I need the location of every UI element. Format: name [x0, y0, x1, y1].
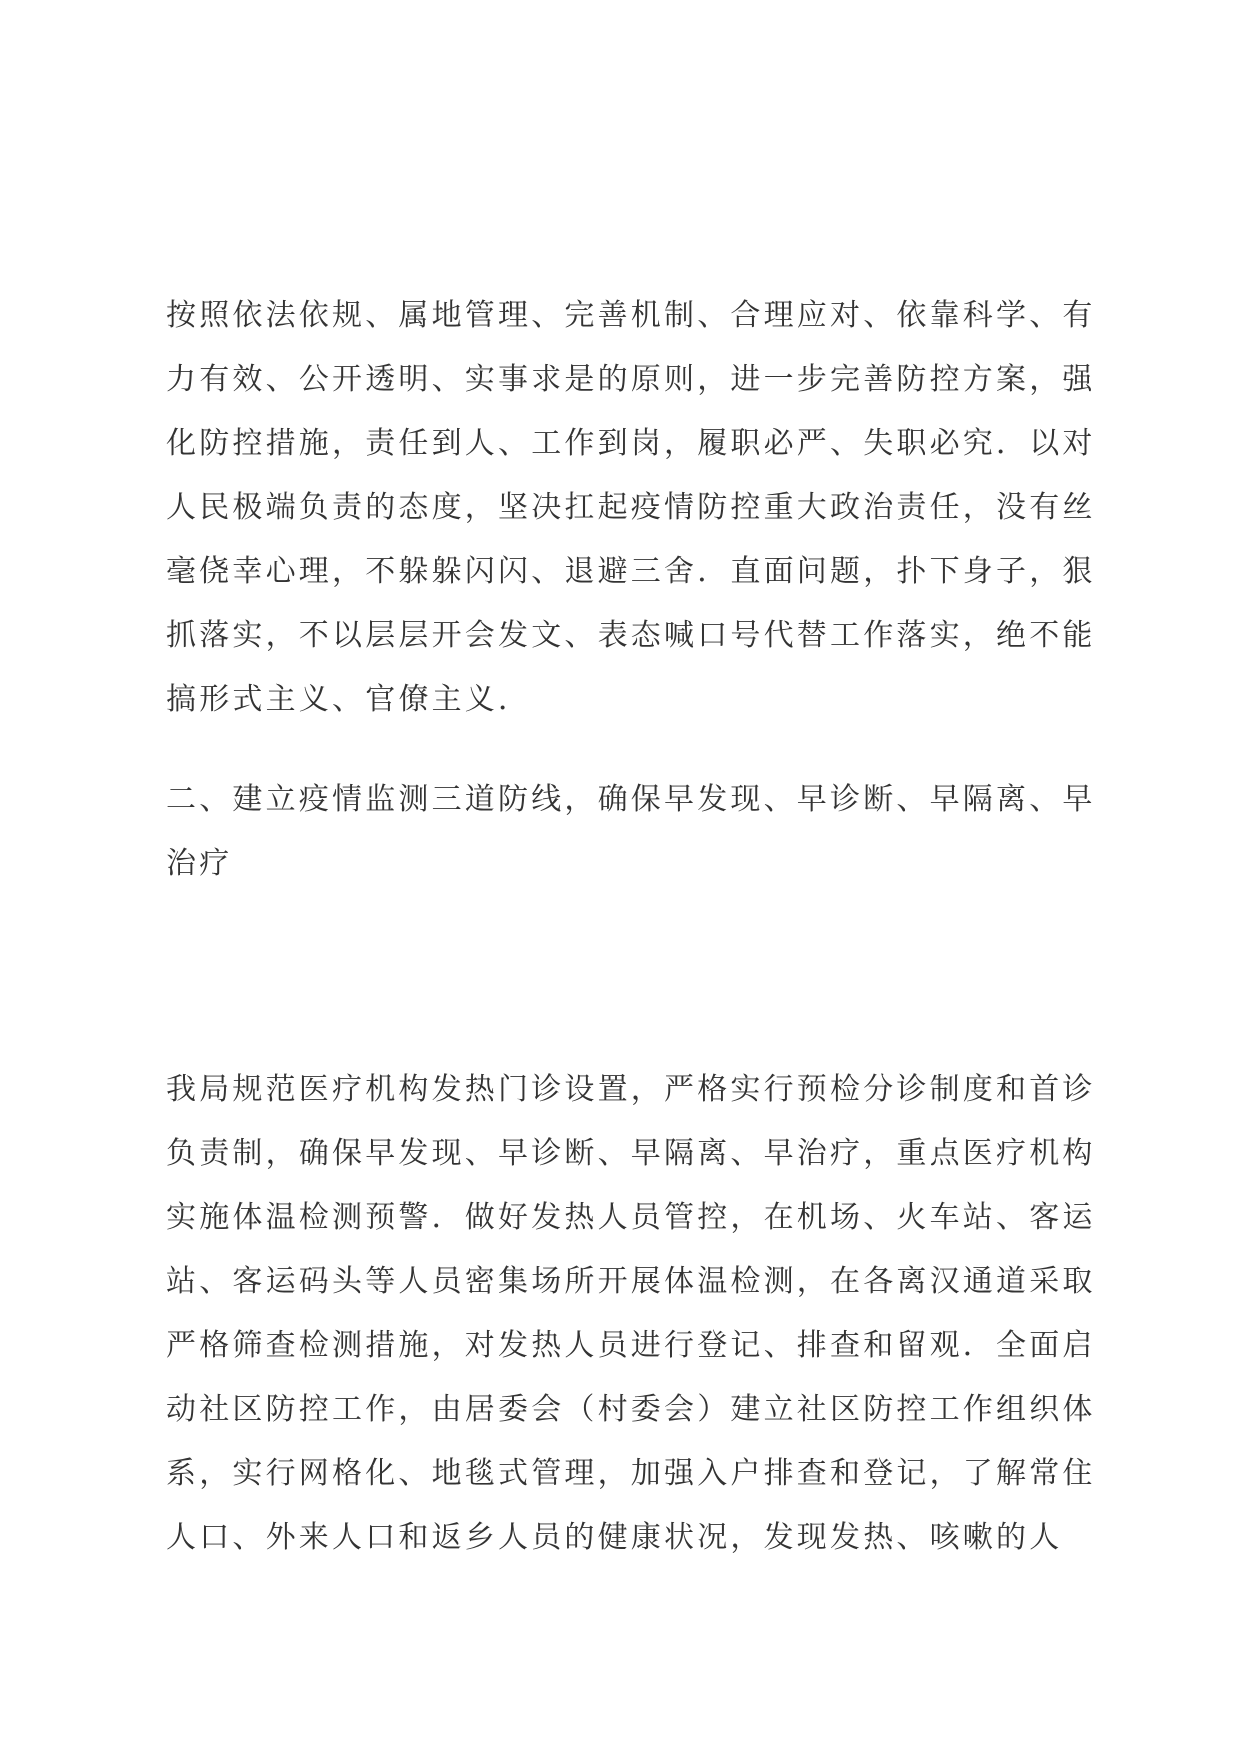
text-line: 搞形式主义、官僚主义． [166, 682, 532, 717]
text-line: 我局规范医疗机构发热门诊设置，严格实行预检分诊制度和首诊 [166, 1072, 1096, 1107]
text-line: 化防控措施，责任到人、工作到岗，履职必严、失职必究．以对 [166, 426, 1096, 461]
heading-line: 二、建立疫情监测三道防线，确保早发现、早诊断、早隔离、早 [166, 782, 1096, 817]
text-line: 抓落实，不以层层开会发文、表态喊口号代替工作落实，绝不能 [166, 618, 1096, 653]
heading-line: 治疗 [166, 846, 233, 881]
text-line: 力有效、公开透明、实事求是的原则，进一步完善防控方案，强 [166, 362, 1096, 397]
text-line: 实施体温检测预警．做好发热人员管控，在机场、火车站、客运 [166, 1200, 1096, 1235]
text-line: 按照依法依规、属地管理、完善机制、合理应对、依靠科学、有 [166, 298, 1096, 333]
paragraph-principles [166, 284, 1096, 732]
text-line: 站、客运码头等人员密集场所开展体温检测，在各离汉通道采取 [166, 1264, 1096, 1299]
text-line: 动社区防控工作，由居委会（村委会）建立社区防控工作组织体 [166, 1392, 1096, 1427]
text-line: 严格筛查检测措施，对发热人员进行登记、排查和留观．全面启 [166, 1328, 1096, 1363]
text-line: 系，实行网格化、地毯式管理，加强入户排查和登记，了解常住 [166, 1456, 1096, 1491]
text-line: 人民极端负责的态度，坚决扛起疫情防控重大政治责任，没有丝 [166, 490, 1096, 525]
text-line: 负责制，确保早发现、早诊断、早隔离、早治疗，重点医疗机构 [166, 1136, 1096, 1171]
section-heading-two [166, 768, 1096, 896]
text-line: 人口、外来人口和返乡人员的健康状况，发现发热、咳嗽的人 [166, 1520, 1063, 1555]
paragraph-monitoring [166, 1058, 1096, 1570]
text-line: 毫侥幸心理，不躲躲闪闪、退避三舍．直面问题，扑下身子，狠 [166, 554, 1096, 589]
